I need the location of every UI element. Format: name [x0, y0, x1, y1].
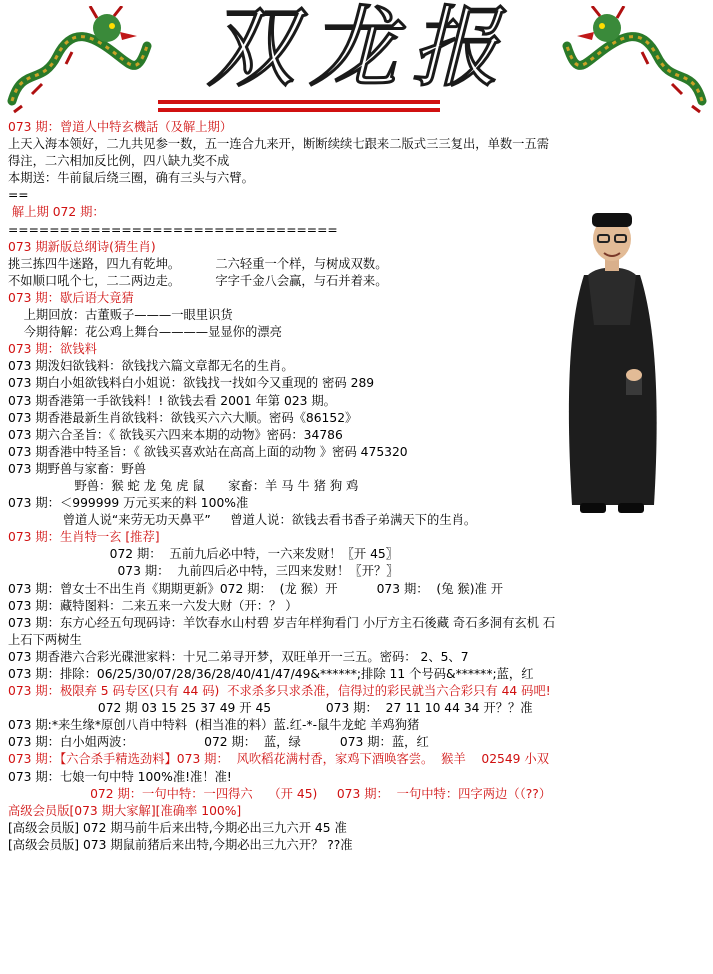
text-line: 072 期 03 15 25 37 49 开 45 073 期： 27 11 10 44 34 开？？准: [8, 701, 533, 716]
text-line: 073 期:*来生缘*原创八肖中特料 (相当准的料）蓝.红-*-鼠牛龙蛇 羊鸡狗猪: [8, 718, 420, 733]
text-line: 不如顺口吼个七，二二两边走。 字字千金八会赢，与石并着来。: [8, 273, 388, 288]
text-line: 073 期泼妇欲钱料：欲钱找六篇文章都无名的生肖。: [8, 359, 294, 374]
text-line: 上石下两树生: [8, 632, 82, 647]
text-line: 挑三拣四牛迷路，四九有乾坤。 二六轻重一个样，与树成双数。: [8, 256, 388, 271]
text-line: 072 期： 五前九后必中特，一六来发财！〖开 45〗: [8, 547, 399, 562]
text-line: 073 期：曾道人中特玄機話（及解上期）: [8, 120, 233, 134]
title-underline: [158, 108, 440, 112]
text-line: 073 期白小姐欲钱料白小姐说：欲钱找一找如今又重现的 密码 289: [8, 376, 375, 391]
text-line: 073 期：极限弃 5 码专区(只有 44 码) 不求杀多只求杀准，信得过的彩民就当六合彩只有 44 码吧!: [8, 684, 551, 699]
article-body: [8, 119, 708, 854]
text-line: 073 期香港中特圣旨：《 欲钱买喜欢站在高高上面的动物 》密码 475320: [8, 444, 408, 459]
dragon-icon: [562, 6, 712, 114]
text-line: 073 期：歇后语大竟猜: [8, 290, 134, 305]
text-line: 073 期：七娘一句中特 100%准!准！准!: [8, 769, 232, 784]
text-line: 073 期：【六合杀手精选劲料】073 期： 风吹稻花满村香，家鸡下酒唤客尝。 猴羊 02549 小双: [8, 752, 550, 767]
text-line: ================================: [8, 222, 338, 237]
text-line: 073 期： 九前四后必中特，三四来发财！〖开？〗: [8, 564, 399, 579]
text-line: 解上期 072 期：: [8, 205, 105, 220]
text-line: 073 期：生肖特一玄 [推荐]: [8, 530, 160, 545]
text-line: 073 期：东方心经五句现码诗：羊饮春水山村碧 岁吉年样狗看门 小厅方主石後藏 奇石多洞有玄机 石: [8, 615, 556, 630]
text-line: ==: [8, 188, 29, 203]
text-line: 今期待解：花公鸡上舞台————显显你的漂亮: [8, 325, 282, 340]
text-line: 073 期香港第一手欲钱料！! 欲钱去看 2001 年第 023 期。: [8, 393, 336, 408]
text-line: 073 期：曾女士不出生肖《期期更新》072 期： (龙 猴）开 073 期： (兔 猴)准 开: [8, 581, 503, 596]
text-line: 073 期香港最新生肖欲钱料：欲钱买六六大顺。密码《86152》: [8, 410, 358, 425]
text-line: 上期回放：古董贩子———一眼里识货: [8, 308, 233, 323]
text-line: [高级会员版] 072 期马前牛后来出特,今期必出三九六开 45 准: [8, 820, 347, 835]
text-line: 073 期新版总纲诗(猜生肖): [8, 239, 156, 254]
text-line: 073 期：欲钱料: [8, 342, 97, 357]
dragon-icon: [2, 6, 152, 114]
text-line: 073 期：＜999999 万元买来的料 100%准: [8, 496, 249, 511]
text-line: 073 期：排除：06/25/30/07/28/36/28/40/41/47/49&******;排除 11 个号码&******;蓝，红: [8, 667, 534, 681]
text-line: 073 期香港六合彩光碟泄家料：十兄二弟寻开梦，双旺单开一三五。密码： 2、5、7: [8, 649, 469, 664]
text-line: 073 期：白小姐两波： 072 期： 蓝，绿 073 期：蓝，红: [8, 735, 429, 750]
text-line: 高级会员版[073 期大家解][准确率 100%]: [8, 803, 242, 818]
text-line: 得注，二六相加反比例，四八缺九奖不成: [8, 154, 230, 169]
header: [0, 0, 713, 118]
text-line: 073 期六合圣旨：《 欲钱买六四来本期的动物》密码：34786: [8, 427, 343, 442]
text-line: 曾道人说“来劳无功天鼻平” 曾道人说：欲钱去看书香子弟满天下的生肖。: [8, 513, 477, 528]
text-line: 上天入海本领好，二九共见参一数，五一连合九来开，断断续续七跟来二版式三三复出，单数一五需: [8, 137, 550, 152]
text-line: 野兽：猴 蛇 龙 兔 虎 鼠 家畜：羊 马 牛 猪 狗 鸡: [8, 478, 359, 493]
text-line: 073 期野兽与家畜：野兽: [8, 461, 147, 476]
page-title: 双龙报: [206, 0, 513, 99]
text-line: 072 期：一句中特：一四得六 （开 45) 073 期： 一句中特：四字两边（（??）: [8, 786, 552, 801]
text-line: 本期送：牛前鼠后绕三圈，确有三头与六臂。: [8, 171, 254, 186]
text-line: [高级会员版] 073 期鼠前猪后来出特,今期必出三九六开？ ??准: [8, 837, 353, 852]
text-line: 073 期：藏特图料：二来五来一六发大财（开：？ ）: [8, 598, 298, 613]
title-underline: [158, 100, 440, 104]
